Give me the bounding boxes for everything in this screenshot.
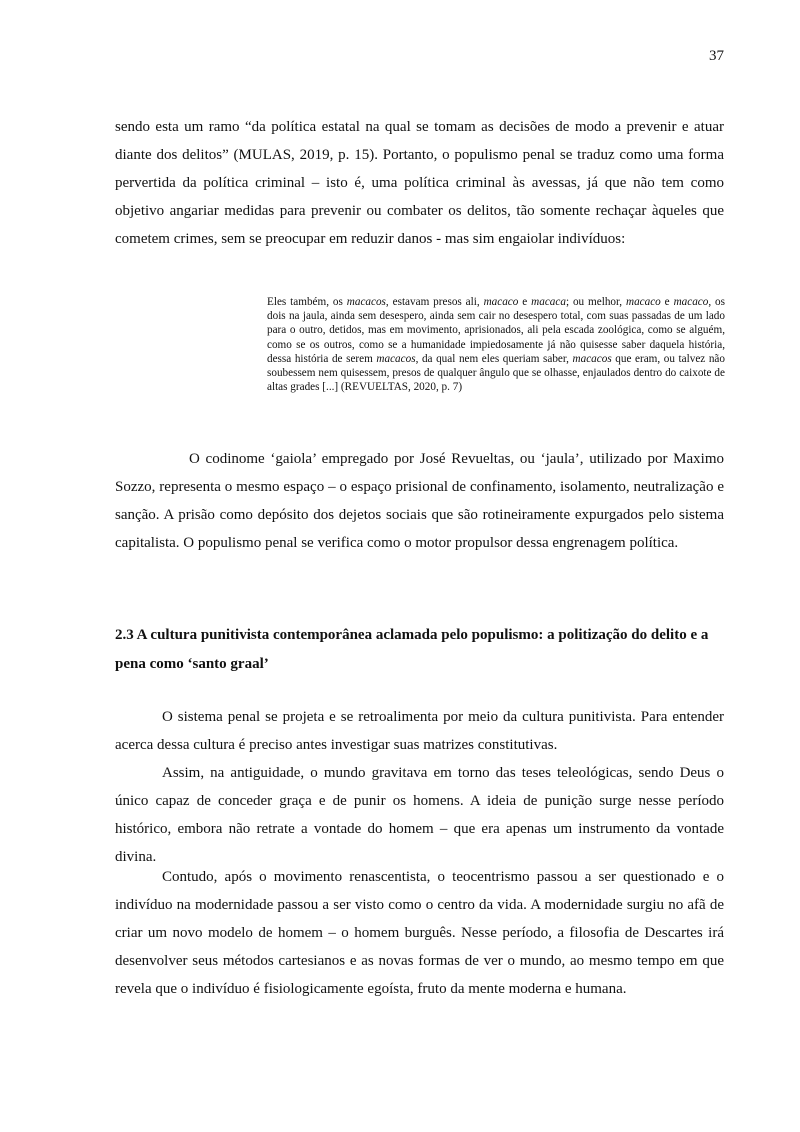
- block-quote: Eles também, os macacos, estavam presos ali, macaco e macaca; ou melhor, macaco e macaco, os dois na jaula, ainda sem desespero, ainda sem cair no desespero total, com suas passadas de um lado para o outro, detidos, mas em movimento, aprisionados, ali pela escada zoológica, como se alguém, como se os outros, como se a humanidade impiedosamente já não quisesse saber daquela história, dessa história de serem macacos, da qual nem eles queriam saber, macacos que eram, ou talvez não soubessem nem quisessem, presos de qualquer ângulo que se olhasse, enjaulados dentro do caixote de altas grades [...] (REVUELTAS, 2020, p. 7): [267, 296, 726, 394]
- page-number: 37: [709, 48, 724, 64]
- body-paragraph-4: Assim, na antiguidade, o mundo gravitava em torno das teses teleológicas, sendo Deus o único capaz de conceder graça e de punir os homens. A ideia de punição surge nesse período histórico, embora não retrate a vontade do homem – que era apenas um instrumento da vontade divina.: [115, 765, 724, 865]
- body-paragraph-1: sendo esta um ramo “da política estatal na qual se tomam as decisões de modo a prevenir e atuar diante dos delitos” (MULAS, 2019, p. 15). Portanto, o populismo penal se traduz como uma forma pervertida da política criminal – isto é, uma política criminal às avessas, já que não tem como objetivo angariar medidas para prevenir ou combater os delitos, tão somente rechaçar àqueles que cometem crimes, sem se preocupar em reduzir danos - mas sim engaiolar indivíduos:: [115, 119, 724, 247]
- section-heading: 2.3 A cultura punitivista contemporânea aclamada pelo populismo: a politização do delito e a pena como ‘santo graal’: [115, 627, 709, 672]
- body-paragraph-2: O codinome ‘gaiola’ empregado por José Revueltas, ou ‘jaula’, utilizado por Maximo Sozzo, representa o mesmo espaço – o espaço prisional de confinamento, isolamento, neutralização e sanção. A prisão como depósito dos dejetos sociais que são rotineiramente expurgados pelo sistema capitalista. O populismo penal se verifica como o motor propulsor dessa engrenagem política.: [115, 451, 724, 551]
- body-paragraph-5: Contudo, após o movimento renascentista, o teocentrismo passou a ser questionado e o indivíduo na modernidade passou a ser visto como o centro da vida. A modernidade surgiu no afã de criar um novo modelo de homem – o homem burguês. Nesse período, a filosofia de Descartes irá desenvolver seus métodos cartesianos e as novas formas de ver o mundo, ao mesmo tempo em que revela que o indivíduo é fisiologicamente egoísta, fruto da mente moderna e humana.: [115, 869, 724, 997]
- body-paragraph-3: O sistema penal se projeta e se retroalimenta por meio da cultura punitivista. Para entender acerca dessa cultura é preciso antes investigar suas matrizes constitutivas.: [115, 709, 724, 753]
